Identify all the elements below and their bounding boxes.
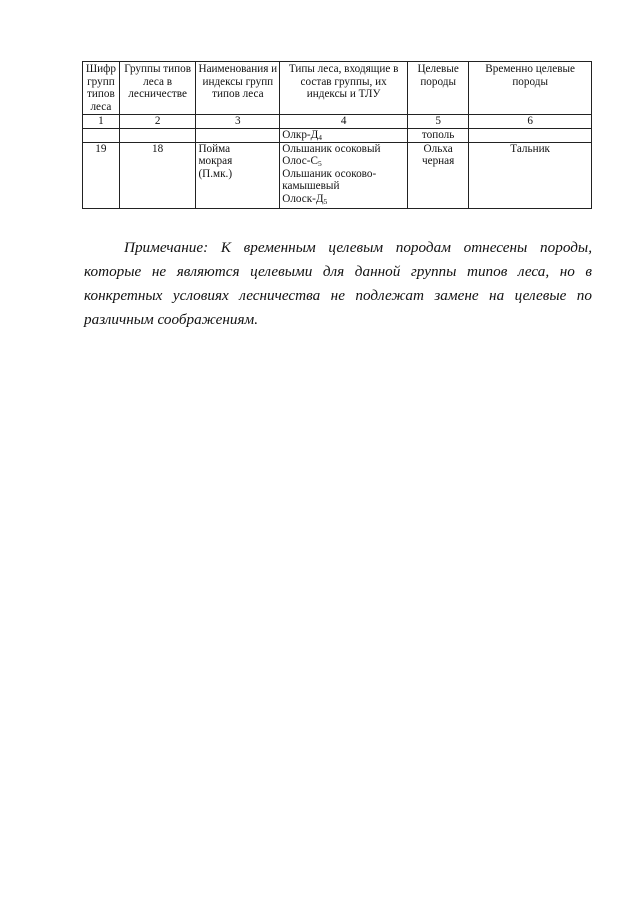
forest-types-table xyxy=(82,61,592,209)
cell-target-species: тополь xyxy=(407,128,468,142)
forest-type-index: Олос-С xyxy=(282,155,318,168)
cell-group: 18 xyxy=(119,142,196,208)
column-number: 5 xyxy=(407,115,468,129)
forest-type-line xyxy=(282,155,405,168)
header-temporary-species: Временно целевые породы xyxy=(469,62,592,115)
cell-forest-type xyxy=(280,128,408,142)
column-number-row xyxy=(83,115,592,129)
cell-name xyxy=(196,128,280,142)
name-line: (П.мк.) xyxy=(198,167,233,180)
target-species-line: Ольха xyxy=(423,142,453,155)
table-row-continuation xyxy=(83,128,592,142)
header-forest-types: Типы леса, входящие в состав группы, их индексы и ТЛУ xyxy=(280,62,408,115)
note-paragraph: Примечание: К временным целевым породам отнесены породы, которые не являются целевыми для данной группы типов леса, но в конкретных условиях лесничества не подлежат замене на целевые по различным соображениям. xyxy=(84,239,592,328)
header-code: Шифр групп типов леса xyxy=(83,62,120,115)
cell-group xyxy=(119,128,196,142)
forest-type-line: Ольшаник осоковый xyxy=(282,142,381,155)
cell-temporary-species xyxy=(469,128,592,142)
forest-type-subscript: 5 xyxy=(317,159,322,169)
forest-type-line: Ольшаник осоково- xyxy=(282,167,377,180)
cell-name xyxy=(196,142,280,208)
cell-temporary-species: Тальник xyxy=(469,142,592,208)
forest-type-line xyxy=(282,193,405,206)
column-number: 2 xyxy=(119,115,196,129)
column-number: 4 xyxy=(280,115,408,129)
cell-target-species xyxy=(407,142,468,208)
column-number: 3 xyxy=(196,115,280,129)
column-number: 6 xyxy=(469,115,592,129)
forest-type-subscript: 5 xyxy=(323,196,328,206)
header-target-species: Целевые породы xyxy=(407,62,468,115)
name-line: мокрая xyxy=(198,155,233,168)
name-line: Пойма xyxy=(198,142,231,155)
forest-type-index: Олоск-Д xyxy=(282,192,324,205)
target-species-line: черная xyxy=(421,155,455,168)
cell-code: 19 xyxy=(83,142,120,208)
table-header-row xyxy=(83,62,592,115)
forest-type-text: Олкр-Д xyxy=(282,128,319,141)
forest-type-subscript: 4 xyxy=(318,132,323,142)
header-groups: Группы типов леса в лесничестве xyxy=(119,62,196,115)
cell-code xyxy=(83,128,120,142)
table-row xyxy=(83,142,592,208)
forest-type-line: камышевый xyxy=(282,180,340,193)
header-names: Наименования и индексы групп типов леса xyxy=(196,62,280,115)
column-number: 1 xyxy=(83,115,120,129)
cell-forest-types xyxy=(280,142,408,208)
